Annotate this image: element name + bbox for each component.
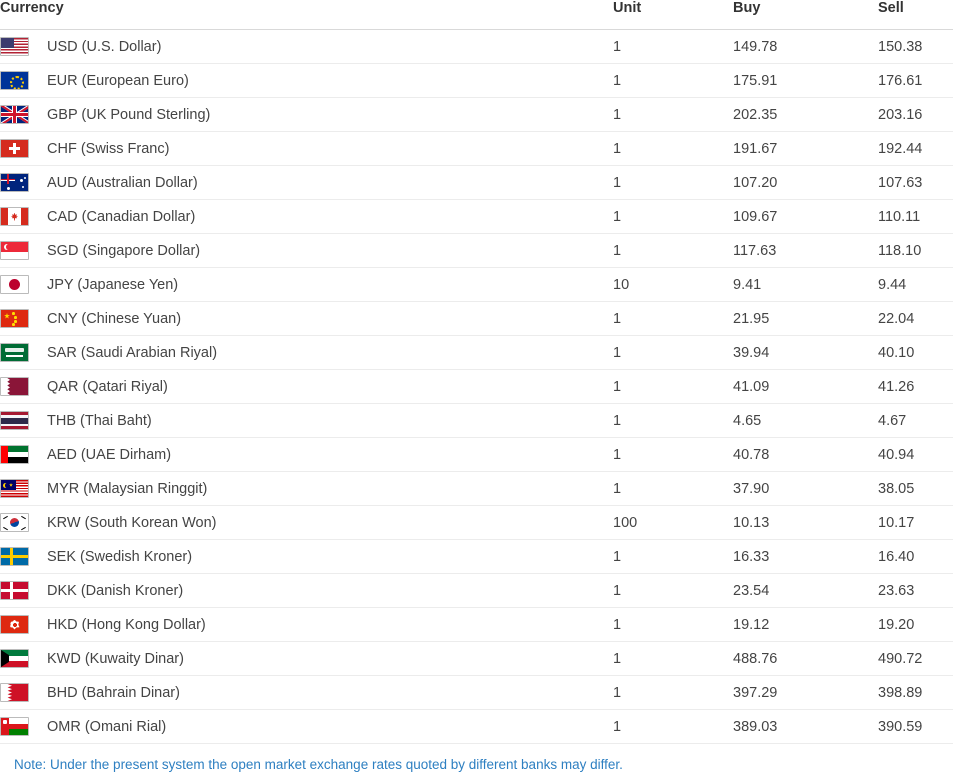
eu-flag-icon: [0, 71, 29, 90]
currency-label: DKK (Danish Kroner): [47, 582, 184, 599]
table-row: [0, 336, 953, 370]
table-row: [0, 166, 953, 200]
buy-rate-cell: 37.90: [733, 472, 878, 506]
table-row: [0, 608, 953, 642]
currency-label: SGD (Singapore Dollar): [47, 242, 201, 259]
buy-rate-cell: 109.67: [733, 200, 878, 234]
currency-label: QAR (Qatari Riyal): [47, 378, 168, 395]
unit-cell: 1: [613, 166, 733, 200]
buy-rate-cell: 175.91: [733, 64, 878, 98]
unit-cell: 1: [613, 200, 733, 234]
unit-cell: 1: [613, 302, 733, 336]
us-flag-icon: [0, 37, 29, 56]
currency-cell: [0, 710, 613, 744]
currency-cell: [0, 30, 613, 64]
table-row: [0, 30, 953, 64]
sell-rate-cell: 203.16: [878, 98, 953, 132]
unit-cell: 1: [613, 336, 733, 370]
buy-rate-cell: 4.65: [733, 404, 878, 438]
unit-cell: 1: [613, 676, 733, 710]
currency-cell: [0, 200, 613, 234]
currency-cell: [0, 268, 613, 302]
currency-label: SAR (Saudi Arabian Riyal): [47, 344, 218, 361]
table-row: [0, 642, 953, 676]
sell-rate-cell: 398.89: [878, 676, 953, 710]
currency-label: GBP (UK Pound Sterling): [47, 106, 211, 123]
currency-cell: [0, 166, 613, 200]
table-row: [0, 710, 953, 744]
table-row: [0, 574, 953, 608]
currency-label: JPY (Japanese Yen): [47, 276, 179, 293]
buy-rate-cell: 149.78: [733, 30, 878, 64]
buy-rate-cell: 23.54: [733, 574, 878, 608]
table-header: [0, 0, 953, 30]
sell-rate-cell: 390.59: [878, 710, 953, 744]
currency-cell: [0, 64, 613, 98]
sell-rate-cell: 490.72: [878, 642, 953, 676]
table-body: [0, 30, 953, 744]
buy-rate-cell: 389.03: [733, 710, 878, 744]
sell-rate-cell: 150.38: [878, 30, 953, 64]
buy-rate-cell: 40.78: [733, 438, 878, 472]
table-row: [0, 404, 953, 438]
table-row: [0, 676, 953, 710]
table-row: [0, 506, 953, 540]
dk-flag-icon: [0, 581, 29, 600]
buy-rate-cell: 21.95: [733, 302, 878, 336]
currency-label: CHF (Swiss Franc): [47, 140, 170, 157]
table-row: [0, 302, 953, 336]
sell-rate-cell: 118.10: [878, 234, 953, 268]
currency-label: CAD (Canadian Dollar): [47, 208, 196, 225]
ae-flag-icon: [0, 445, 29, 464]
sell-rate-cell: 10.17: [878, 506, 953, 540]
my-flag-icon: [0, 479, 29, 498]
table-row: [0, 438, 953, 472]
currency-cell: [0, 370, 613, 404]
buy-rate-cell: 107.20: [733, 166, 878, 200]
sell-rate-cell: 38.05: [878, 472, 953, 506]
table-row: [0, 98, 953, 132]
currency-label: SEK (Swedish Kroner): [47, 548, 193, 565]
column-header-currency: Currency: [0, 0, 613, 30]
currency-label: AUD (Australian Dollar): [47, 174, 198, 191]
unit-cell: 100: [613, 506, 733, 540]
hk-flag-icon: [0, 615, 29, 634]
currency-cell: [0, 336, 613, 370]
sa-flag-icon: [0, 343, 29, 362]
bh-flag-icon: [0, 683, 29, 702]
cn-flag-icon: [0, 309, 29, 328]
currency-cell: [0, 574, 613, 608]
column-header-sell: Sell: [878, 0, 953, 30]
sell-rate-cell: 40.10: [878, 336, 953, 370]
buy-rate-cell: 191.67: [733, 132, 878, 166]
unit-cell: 1: [613, 608, 733, 642]
unit-cell: 1: [613, 540, 733, 574]
column-header-unit: Unit: [613, 0, 733, 30]
currency-cell: [0, 438, 613, 472]
sell-rate-cell: 23.63: [878, 574, 953, 608]
unit-cell: 1: [613, 64, 733, 98]
sell-rate-cell: 107.63: [878, 166, 953, 200]
buy-rate-cell: 117.63: [733, 234, 878, 268]
buy-rate-cell: 41.09: [733, 370, 878, 404]
column-header-buy: Buy: [733, 0, 878, 30]
currency-label: KRW (South Korean Won): [47, 514, 217, 531]
unit-cell: 1: [613, 30, 733, 64]
currency-label: CNY (Chinese Yuan): [47, 310, 182, 327]
currency-label: BHD (Bahrain Dinar): [47, 684, 180, 701]
table-row: [0, 370, 953, 404]
currency-label: EUR (European Euro): [47, 72, 189, 89]
om-flag-icon: [0, 717, 29, 736]
sell-rate-cell: 41.26: [878, 370, 953, 404]
sell-rate-cell: 192.44: [878, 132, 953, 166]
sell-rate-cell: 19.20: [878, 608, 953, 642]
jp-flag-icon: [0, 275, 29, 294]
unit-cell: 1: [613, 438, 733, 472]
table-row: [0, 132, 953, 166]
unit-cell: 1: [613, 642, 733, 676]
currency-cell: [0, 506, 613, 540]
sell-rate-cell: 22.04: [878, 302, 953, 336]
buy-rate-cell: 397.29: [733, 676, 878, 710]
currency-cell: [0, 642, 613, 676]
currency-label: KWD (Kuwaity Dinar): [47, 650, 184, 667]
currency-label: AED (UAE Dirham): [47, 446, 172, 463]
currency-cell: [0, 98, 613, 132]
currency-cell: [0, 540, 613, 574]
table-row: [0, 64, 953, 98]
sell-rate-cell: 4.67: [878, 404, 953, 438]
unit-cell: 10: [613, 268, 733, 302]
unit-cell: 1: [613, 132, 733, 166]
sell-rate-cell: 9.44: [878, 268, 953, 302]
table-row: [0, 234, 953, 268]
buy-rate-cell: 202.35: [733, 98, 878, 132]
buy-rate-cell: 16.33: [733, 540, 878, 574]
unit-cell: 1: [613, 574, 733, 608]
sell-rate-cell: 16.40: [878, 540, 953, 574]
table-row: [0, 268, 953, 302]
currency-label: MYR (Malaysian Ringgit): [47, 480, 208, 497]
buy-rate-cell: 39.94: [733, 336, 878, 370]
buy-rate-cell: 488.76: [733, 642, 878, 676]
table-row: [0, 472, 953, 506]
currency-label: HKD (Hong Kong Dollar): [47, 616, 206, 633]
sell-rate-cell: 40.94: [878, 438, 953, 472]
unit-cell: 1: [613, 234, 733, 268]
kr-flag-icon: [0, 513, 29, 532]
buy-rate-cell: 10.13: [733, 506, 878, 540]
table-header-row: [0, 0, 953, 30]
unit-cell: 1: [613, 710, 733, 744]
buy-rate-cell: 9.41: [733, 268, 878, 302]
currency-cell: [0, 472, 613, 506]
unit-cell: 1: [613, 404, 733, 438]
currency-label: USD (U.S. Dollar): [47, 38, 162, 55]
disclaimer-note: Note: Under the present system the open market exchange rates quoted by different banks may differ.: [14, 757, 623, 772]
table-row: [0, 200, 953, 234]
currency-cell: [0, 676, 613, 710]
au-flag-icon: [0, 173, 29, 192]
kw-flag-icon: [0, 649, 29, 668]
qa-flag-icon: [0, 377, 29, 396]
sell-rate-cell: 176.61: [878, 64, 953, 98]
sell-rate-cell: 110.11: [878, 200, 953, 234]
unit-cell: 1: [613, 98, 733, 132]
currency-label: OMR (Omani Rial): [47, 718, 167, 735]
se-flag-icon: [0, 547, 29, 566]
currency-cell: [0, 404, 613, 438]
sg-flag-icon: [0, 241, 29, 260]
th-flag-icon: [0, 411, 29, 430]
currency-cell: [0, 302, 613, 336]
unit-cell: 1: [613, 472, 733, 506]
ca-flag-icon: [0, 207, 29, 226]
unit-cell: 1: [613, 370, 733, 404]
gb-flag-icon: [0, 105, 29, 124]
currency-cell: [0, 132, 613, 166]
currency-cell: [0, 234, 613, 268]
currency-cell: [0, 608, 613, 642]
currency-label: THB (Thai Baht): [47, 412, 152, 429]
ch-flag-icon: [0, 139, 29, 158]
table-row: [0, 540, 953, 574]
buy-rate-cell: 19.12: [733, 608, 878, 642]
